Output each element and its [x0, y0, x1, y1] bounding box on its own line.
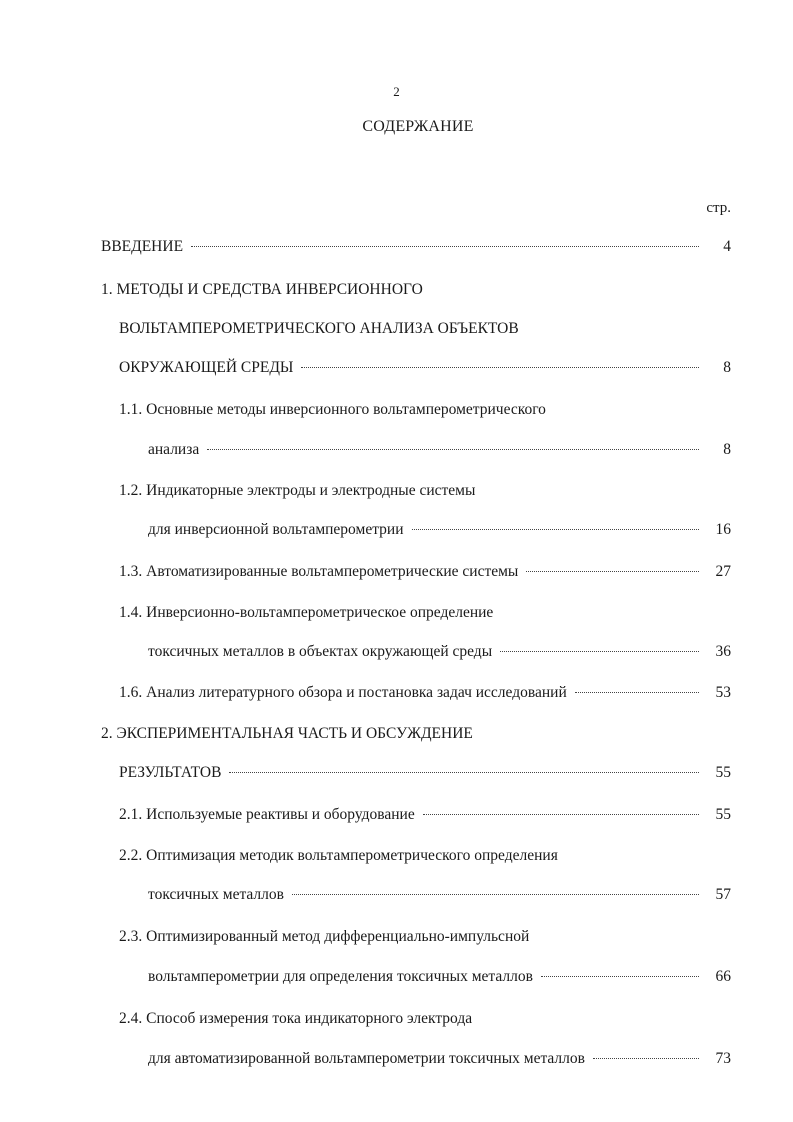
toc-page-number: 27 — [715, 563, 731, 580]
toc-page-number: 16 — [715, 521, 731, 538]
dot-leader — [292, 894, 699, 895]
toc-page-number: 73 — [715, 1050, 731, 1067]
dot-leader — [423, 814, 699, 815]
page-number: 2 — [393, 84, 400, 99]
toc-heading-line: 1.1. Основные методы инверсионного вольтамперометрического — [119, 401, 546, 418]
toc-entry-text: вольтамперометрии для определения токсичных металлов — [148, 968, 533, 985]
toc-heading-line: 2.4. Способ измерения тока индикаторного электрода — [119, 1010, 473, 1027]
toc-page-number: 8 — [723, 441, 731, 458]
toc-entry-text: ВВЕДЕНИЕ — [101, 238, 184, 255]
toc-page-number: 55 — [715, 806, 731, 823]
toc-entry-text: ОКРУЖАЮЩЕЙ СРЕДЫ — [119, 359, 294, 376]
dot-leader — [500, 651, 699, 652]
toc-entry-chapter-2 — [119, 764, 731, 788]
toc-entry-text: 1.3. Автоматизированные вольтамперометрические системы — [119, 563, 519, 580]
dot-leader — [412, 529, 699, 530]
toc-entry-text: для инверсионной вольтамперометрии — [148, 521, 404, 538]
toc-entry-1-1 — [148, 441, 731, 465]
dot-leader — [301, 367, 699, 368]
toc-entry-text: 1.6. Анализ литературного обзора и постановка задач исследований — [119, 684, 567, 701]
toc-entry-2-3 — [148, 968, 731, 992]
toc-heading-line: 2. ЭКСПЕРИМЕНТАЛЬНАЯ ЧАСТЬ И ОБСУЖДЕНИЕ — [101, 725, 473, 742]
toc-entry-introduction — [101, 238, 731, 262]
dot-leader — [526, 571, 699, 572]
toc-heading-line: 1.2. Индикаторные электроды и электродные системы — [119, 482, 476, 499]
toc-entry-chapter-1 — [119, 359, 731, 383]
dot-leader — [593, 1058, 699, 1059]
toc-page-number: 57 — [715, 886, 731, 903]
toc-page-number: 53 — [715, 684, 731, 701]
toc-entry-2-1 — [119, 806, 731, 830]
toc-entry-1-4 — [148, 643, 731, 667]
toc-entry-1-6 — [119, 684, 731, 708]
toc-heading-line: 2.3. Оптимизированный метод дифференциально-импульсной — [119, 928, 530, 945]
toc-entry-1-3 — [119, 563, 731, 587]
toc-page-number: 55 — [715, 764, 731, 781]
toc-entry-text: для автоматизированной вольтамперометрии токсичных металлов — [148, 1050, 585, 1067]
toc-page-number: 4 — [723, 238, 731, 255]
toc-heading-line: 2.2. Оптимизация методик вольтамперометрического определения — [119, 847, 558, 864]
dot-leader — [229, 772, 699, 773]
toc-entry-text: токсичных металлов — [148, 886, 284, 903]
toc-entry-text: 2.1. Используемые реактивы и оборудование — [119, 806, 415, 823]
dot-leader — [541, 976, 699, 977]
page-title: СОДЕРЖАНИЕ — [362, 118, 474, 135]
toc-entry-text: РЕЗУЛЬТАТОВ — [119, 764, 222, 781]
toc-heading-line: ВОЛЬТАМПЕРОМЕТРИЧЕСКОГО АНАЛИЗА ОБЪЕКТОВ — [119, 320, 519, 337]
toc-entry-2-4 — [148, 1050, 731, 1074]
dot-leader — [191, 246, 699, 247]
toc-entry-text: токсичных металлов в объектах окружающей среды — [148, 643, 493, 660]
toc-page-number: 8 — [723, 359, 731, 376]
dot-leader — [207, 449, 699, 450]
toc-heading-line: 1. МЕТОДЫ И СРЕДСТВА ИНВЕРСИОННОГО — [101, 281, 423, 298]
toc-entry-2-2 — [148, 886, 731, 910]
toc-page-number: 66 — [715, 968, 731, 985]
toc-entry-1-2 — [148, 521, 731, 545]
page-column-label: стр. — [706, 200, 731, 216]
toc-page-number: 36 — [715, 643, 731, 660]
dot-leader — [575, 692, 699, 693]
toc-entry-text: анализа — [148, 441, 200, 458]
toc-heading-line: 1.4. Инверсионно-вольтамперометрическое определение — [119, 604, 494, 621]
